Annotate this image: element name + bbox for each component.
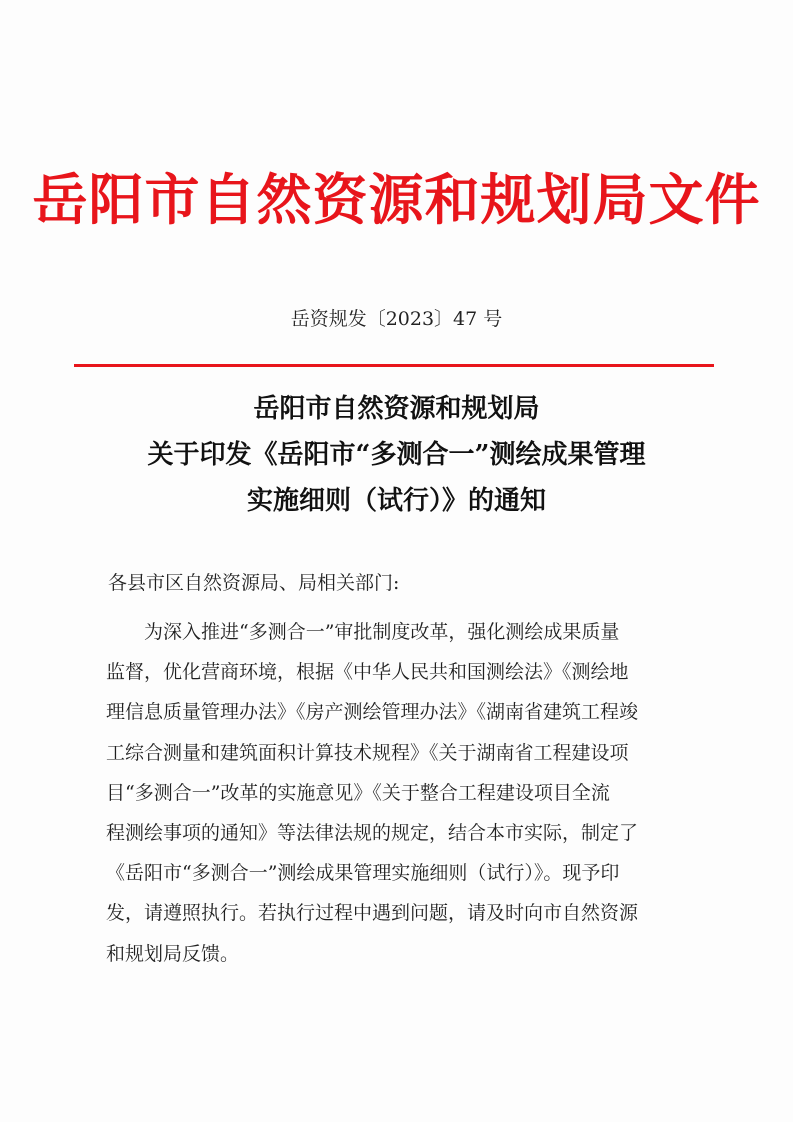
notice-title xyxy=(60,386,733,524)
document-header-title: 岳阳市自然资源和规划局文件 xyxy=(32,168,761,232)
body-line: 为深入推进“多测合一”审批制度改革，强化测绘成果质量 xyxy=(144,621,620,643)
notice-title-line-1: 岳阳市自然资源和规划局 xyxy=(253,394,540,424)
notice-title-line-2: 关于印发《岳阳市“多测合一”测绘成果管理 xyxy=(147,440,646,470)
body-line: 目“多测合一”改革的实施意见》《关于整合工程建设项目全流 xyxy=(106,781,610,804)
body-paragraph xyxy=(106,612,706,974)
body-line: 《岳阳市“多测合一”测绘成果管理实施细则（试行）》。现予印 xyxy=(106,862,620,885)
body-line: 工综合测量和建筑面积计算技术规程》《关于湖南省工程建设项 xyxy=(106,741,629,764)
body-line: 和规划局反馈。 xyxy=(106,942,240,965)
body-line: 监督，优化营商环境，根据《中华人民共和国测绘法》《测绘地 xyxy=(106,661,629,684)
addressee-line: 各县市区自然资源局、局相关部门: xyxy=(108,572,400,594)
red-divider-line xyxy=(74,364,714,367)
notice-title-line-3: 实施细则（试行）》的通知 xyxy=(246,486,546,516)
body-line: 程测绘事项的通知》等法律法规的规定，结合本市实际，制定了 xyxy=(106,821,639,844)
body-line: 发，请遵照执行。若执行过程中遇到问题，请及时向市自然资源 xyxy=(106,902,639,925)
document-number: 岳资规发〔2023〕47 号 xyxy=(290,308,503,330)
body-line: 理信息质量管理办法》《房产测绘管理办法》《湖南省建筑工程竣 xyxy=(106,701,639,724)
